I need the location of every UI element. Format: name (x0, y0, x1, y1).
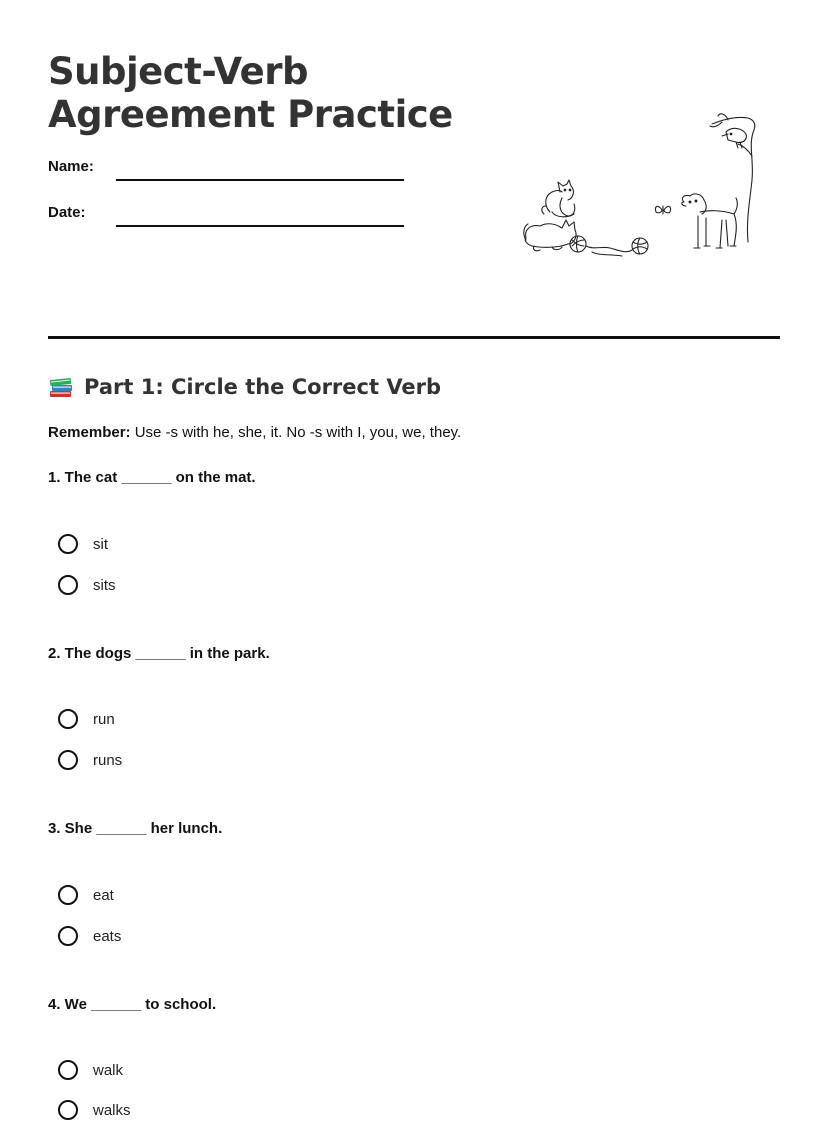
question-1: 1. The cat ______ on the mat. (48, 469, 256, 486)
worksheet-page (48, 0, 780, 1118)
radio-button[interactable] (58, 575, 78, 595)
butterfly-drawing (655, 206, 670, 214)
yarn-balls-drawing (570, 236, 648, 256)
option-label: sits (93, 576, 116, 594)
date-label: Date: (48, 204, 86, 221)
radio-button[interactable] (58, 926, 78, 946)
radio-button[interactable] (58, 1100, 78, 1120)
remember-label: Remember: (48, 424, 131, 441)
date-line[interactable] (116, 225, 404, 227)
option-label: sit (93, 535, 108, 553)
option-label: run (93, 710, 115, 728)
question-4: 4. We ______ to school. (48, 996, 217, 1013)
radio-button[interactable] (58, 885, 78, 905)
name-line[interactable] (116, 179, 404, 181)
option-label: runs (93, 751, 123, 769)
question-3-option-1[interactable] (58, 882, 114, 908)
part1-heading (48, 374, 441, 400)
name-field[interactable] (48, 158, 404, 182)
question-4-option-2[interactable] (58, 1097, 131, 1123)
option-label: walks (93, 1101, 131, 1119)
question-1-option-1[interactable] (58, 531, 108, 557)
books-icon (48, 374, 74, 400)
worksheet-title (48, 50, 468, 136)
radio-button[interactable] (58, 1060, 78, 1080)
question-2: 2. The dogs ______ in the park. (48, 645, 270, 662)
name-label: Name: (48, 158, 94, 175)
question-2-option-2[interactable] (58, 747, 122, 773)
date-field[interactable] (48, 204, 404, 228)
option-label: eat (93, 886, 114, 904)
radio-button[interactable] (58, 750, 78, 770)
question-3: 3. She ______ her lunch. (48, 820, 223, 837)
remember-text: Use -s with he, she, it. No -s with I, you, we, they. (134, 424, 462, 441)
dog-drawing (682, 194, 737, 248)
section-divider (48, 336, 780, 339)
question-1-option-2[interactable] (58, 572, 116, 598)
option-label: eats (93, 927, 122, 945)
part1-title: Part 1: Circle the Correct Verb (84, 375, 442, 399)
playing-cat-drawing (524, 220, 576, 251)
cats-and-dog-illustration (522, 110, 762, 266)
remember-note (48, 424, 461, 441)
sitting-kitten-drawing (542, 180, 575, 217)
radio-button[interactable] (58, 709, 78, 729)
title-line-1: Subject-Verb (48, 50, 308, 93)
question-4-option-1[interactable] (58, 1057, 123, 1083)
question-3-option-2[interactable] (58, 923, 121, 949)
question-2-option-1[interactable] (58, 706, 115, 732)
option-label: walk (93, 1061, 124, 1079)
title-line-2: Agreement Practice (48, 93, 453, 136)
radio-button[interactable] (58, 534, 78, 554)
tree-bird-drawing (710, 114, 755, 242)
